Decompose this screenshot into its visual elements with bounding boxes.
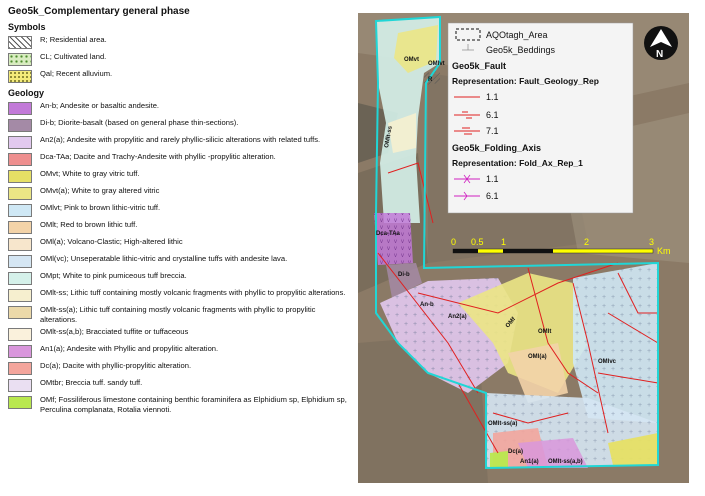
label-omlvt-east: OMlvc xyxy=(598,359,617,365)
label-r: R xyxy=(428,77,433,83)
geology-item xyxy=(8,220,353,234)
area-label: AQOtagh_Area xyxy=(486,30,548,40)
map-canvas[interactable] xyxy=(358,13,689,483)
symbol-swatch xyxy=(8,53,32,66)
fault-item-2: 6.1 xyxy=(486,110,499,120)
geology-label: OMpt; White to pink pumiceous tuff breccia. xyxy=(40,271,187,280)
geology-item xyxy=(8,118,353,132)
geology-item xyxy=(8,378,353,392)
label-omf: OMf xyxy=(504,316,518,330)
geology-label: OMl(vc); Unseperatable lithic-vitric and crystalline tuffs with andesite lava. xyxy=(40,254,288,263)
label-an1a: An1(a) xyxy=(520,459,539,465)
fold-rep: Representation: Fold_Ax_Rep_1 xyxy=(452,158,583,168)
geology-item xyxy=(8,271,353,285)
label-di-b: Di-b xyxy=(398,272,410,278)
geology-label: Di-b; Diorite-basalt (based on general phase thin-sections). xyxy=(40,118,239,127)
geology-label: OMvt(a); White to gray altered vitric xyxy=(40,186,160,195)
fold-item-2: 6.1 xyxy=(486,191,499,201)
geology-label: OMl(a); Volcano-Clastic; High-altered lithic xyxy=(40,237,183,246)
scale-tick-3: 2 xyxy=(584,237,590,247)
scale-tick-1: 0.5 xyxy=(471,237,484,247)
geology-label: OMtbr; Breccia tuff. sandy tuff. xyxy=(40,378,143,388)
geology-swatch xyxy=(8,345,32,358)
map-inner-legend xyxy=(448,23,633,213)
geology-swatch xyxy=(8,272,32,285)
geology-label: OMlvt; Pink to brown lithic-vitric tuff. xyxy=(40,203,161,212)
geology-item xyxy=(8,361,353,375)
fault-rep: Representation: Fault_Geology_Rep xyxy=(452,76,599,86)
geology-swatch xyxy=(8,102,32,115)
geology-swatch xyxy=(8,119,32,132)
unit-dca-taa-pattern xyxy=(374,213,413,265)
geology-label: OMlt-ss(a,b); Bracciated tuffite or tuffaceous xyxy=(40,327,189,337)
symbol-swatch xyxy=(8,70,32,83)
label-oml-a: OMl(a) xyxy=(528,354,547,360)
geology-label: Dc(a); Dacite with phyllic-propylitic alteration. xyxy=(40,361,192,371)
symbol-swatch xyxy=(8,36,32,49)
geology-swatch xyxy=(8,379,32,392)
map-legend xyxy=(8,6,353,417)
symbols-heading: Symbols xyxy=(8,22,46,32)
label-dca: Dc(a) xyxy=(508,449,524,455)
label-omvt: OMvt xyxy=(404,57,419,63)
geology-label: An-b; Andesite or basaltic andesite. xyxy=(40,101,160,110)
geology-item xyxy=(8,135,353,149)
geology-item xyxy=(8,203,353,217)
geology-item xyxy=(8,152,353,166)
symbol-label: Qal; Recent alluvium. xyxy=(40,69,113,78)
geology-swatch xyxy=(8,136,32,149)
geology-item xyxy=(8,344,353,358)
fold-item-1: 1.1 xyxy=(486,174,499,184)
scale-tick-4: 3 xyxy=(649,237,655,247)
geologic-map[interactable] xyxy=(358,13,689,483)
geology-swatch xyxy=(8,328,32,341)
label-omlt-ss-a: OMlt-ss(a) xyxy=(488,421,518,427)
fold-heading: Geo5k_Folding_Axis xyxy=(452,143,542,153)
geology-swatch xyxy=(8,204,32,217)
geology-swatch xyxy=(8,153,32,166)
north-arrow-icon xyxy=(644,26,678,60)
geology-label: OMlt-ss; Lithic tuff containing mostly volcanic fragments with phyllic to propylitic alterations. xyxy=(40,288,346,297)
geology-item xyxy=(8,169,353,183)
fault-item-3: 7.1 xyxy=(486,126,499,136)
symbols-list xyxy=(8,35,353,83)
fault-heading: Geo5k_Fault xyxy=(452,61,507,71)
geology-item xyxy=(8,237,353,251)
geology-list xyxy=(8,101,353,414)
geology-swatch xyxy=(8,362,32,375)
scale-unit: Km xyxy=(657,246,671,256)
label-omlt-ss-ab: OMlt-ss(a,b) xyxy=(548,459,583,465)
geology-swatch xyxy=(8,289,32,302)
scale-tick-0: 0 xyxy=(451,237,457,247)
geology-label: An2(a); Andesite with propylitic and rarely phyllic-silicic alterations with related tuffs. xyxy=(40,135,321,144)
geology-label: OMf; Fossiliferous limestone containing benthic foraminifera as Elphidium sp, Elphidium sp, Perculina complanata, Rotalia viennoti. xyxy=(40,395,347,414)
geology-label: An1(a); Andesite with Phyllic and propylitic alteration. xyxy=(40,344,219,354)
scale-tick-2: 1 xyxy=(501,237,507,247)
symbol-item xyxy=(8,69,353,83)
label-dca-taa: Dca-TAa xyxy=(376,231,400,237)
geology-item xyxy=(8,186,353,200)
geology-label: OMvt; White to gray vitric tuff. xyxy=(40,169,140,178)
legend-title: Geo5k_Complementary general phase xyxy=(8,6,190,17)
geology-item xyxy=(8,288,353,302)
label-omlvt: OMlvt xyxy=(428,61,445,67)
geology-swatch xyxy=(8,396,32,409)
geology-item xyxy=(8,395,353,414)
fault-item-1: 1.1 xyxy=(486,92,499,102)
label-an-b: An-b xyxy=(420,302,434,308)
svg-text:N: N xyxy=(656,49,664,60)
geology-item xyxy=(8,305,353,324)
geology-swatch xyxy=(8,238,32,251)
geology-swatch xyxy=(8,306,32,319)
geology-heading: Geology xyxy=(8,88,45,98)
symbol-label: CL; Cultivated land. xyxy=(40,52,107,61)
geology-item xyxy=(8,254,353,268)
label-omlt: OMlt xyxy=(538,329,552,335)
geology-label: Dca-TAa; Dacite and Trachy-Andesite with phyllic -propylitic alteration. xyxy=(40,152,276,161)
symbol-label: R; Residential area. xyxy=(40,35,107,44)
label-omlt-ss: OMlt-ss xyxy=(384,125,394,149)
geology-swatch xyxy=(8,187,32,200)
symbol-item xyxy=(8,52,353,66)
geology-swatch xyxy=(8,255,32,268)
geology-swatch xyxy=(8,221,32,234)
unit-omf-polygon[interactable] xyxy=(490,451,508,468)
geology-swatch xyxy=(8,170,32,183)
geology-item xyxy=(8,101,353,115)
beddings-label: Geo5k_Beddings xyxy=(486,45,556,55)
geology-label: OMlt; Red to brown lithic tuff. xyxy=(40,220,138,229)
geology-label: OMlt-ss(a); Lithic tuff containing mostly volcanic fragments with phyllic to propylitic alterations. xyxy=(40,305,316,324)
symbol-item xyxy=(8,35,353,49)
geology-item xyxy=(8,327,353,341)
label-an2a: An2(a) xyxy=(448,314,467,320)
